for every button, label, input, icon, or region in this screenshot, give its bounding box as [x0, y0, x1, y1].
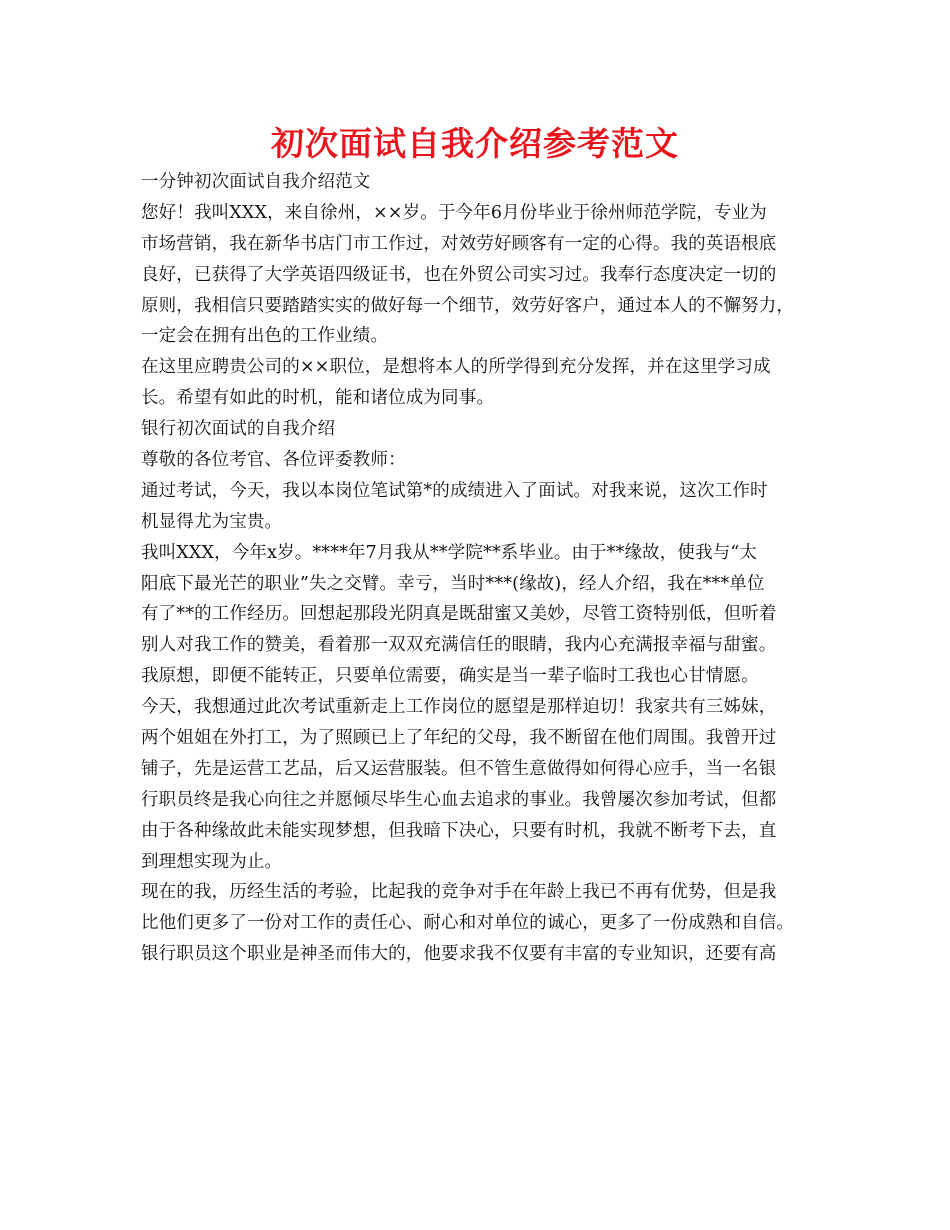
text-line: 机显得尤为宝贵。	[141, 511, 283, 532]
text-line: 我原想，即便不能转正，只要单位需要，确实是当一辈子临时工我也心甘情愿。	[141, 666, 759, 687]
text-line: 现在的我，历经生活的考验，比起我的竞争对手在年龄上我已不再有优势，但是我	[141, 882, 777, 903]
text-line: 银行职员这个职业是神圣而伟大的，他要求我不仅要有丰富的专业知识，还要有高	[141, 944, 777, 965]
text-line: 别人对我工作的赞美，看着那一双双充满信任的眼睛，我内心充满报幸福与甜蜜。	[141, 635, 777, 656]
text-line: 您好！我叫XXX，来自徐州，××岁。于今年6月份毕业于徐州师范学院，专业为	[141, 202, 767, 223]
text-line: 比他们更多了一份对工作的责任心、耐心和对单位的诚心，更多了一份成熟和自信。	[141, 913, 795, 934]
text-line: 长。希望有如此的时机，能和诸位成为同事。	[141, 388, 494, 409]
text-line: 铺子，先是运营工艺品，后又运营服装。但不管生意做得如何得心应手，当一名银	[141, 758, 777, 779]
text-line: 原则，我相信只要踏踏实实的做好每一个细节，效劳好客户，通过本人的不懈努力，	[141, 295, 795, 316]
text-line: 到理想实现为止。	[141, 851, 283, 872]
text-line: 两个姐姐在外打工，为了照顾已上了年纪的父母，我不断留在他们周围。我曾开过	[141, 728, 777, 749]
text-line: 一定会在拥有出色的工作业绩。	[141, 326, 389, 347]
text-line: 通过考试，今天，我以本岗位笔试第*的成绩进入了面试。对我来说，这次工作时	[141, 480, 768, 501]
text-line: 由于各种缘故此未能实现梦想，但我暗下决心，只要有时机，我就不断考下去，直	[141, 820, 777, 841]
document-body	[141, 167, 821, 970]
text-line: 一分钟初次面试自我介绍范文	[141, 172, 371, 192]
text-line: 今天，我想通过此次考试重新走上工作岗位的愿望是那样迫切！我家共有三姊妹，	[141, 697, 777, 718]
text-line: 市场营销，我在新华书店门市工作过，对效劳好顾客有一定的心得。我的英语根底	[141, 233, 777, 254]
text-line: 在这里应聘贵公司的××职位，是想将本人的所学得到充分发挥，并在这里学习成	[141, 357, 771, 378]
text-line: 良好，已获得了大学英语四级证书，也在外贸公司实习过。我奉行态度决定一切的	[141, 264, 777, 285]
text-line: 银行初次面试的自我介绍	[141, 419, 336, 440]
text-line: 行职员终是我心向往之并愿倾尽毕生心血去追求的事业。我曾屡次参加考试，但都	[141, 789, 777, 810]
text-line: 我叫XXX，今年x岁。****年7月我从**学院**系毕业。由于**缘故，使我与“太	[141, 542, 758, 563]
text-line: 有了**的工作经历。回想起那段光阴真是既甜蜜又美妙，尽管工资特别低，但听着	[141, 604, 777, 625]
text-line: 阳底下最光芒的职业”失之交臂。幸亏，当时***(缘故)，经人介绍，我在***单位	[141, 573, 765, 594]
document-title: 初次面试自我介绍参考范文	[271, 124, 679, 163]
text-line: 尊敬的各位考官、各位评委教师：	[141, 450, 406, 471]
